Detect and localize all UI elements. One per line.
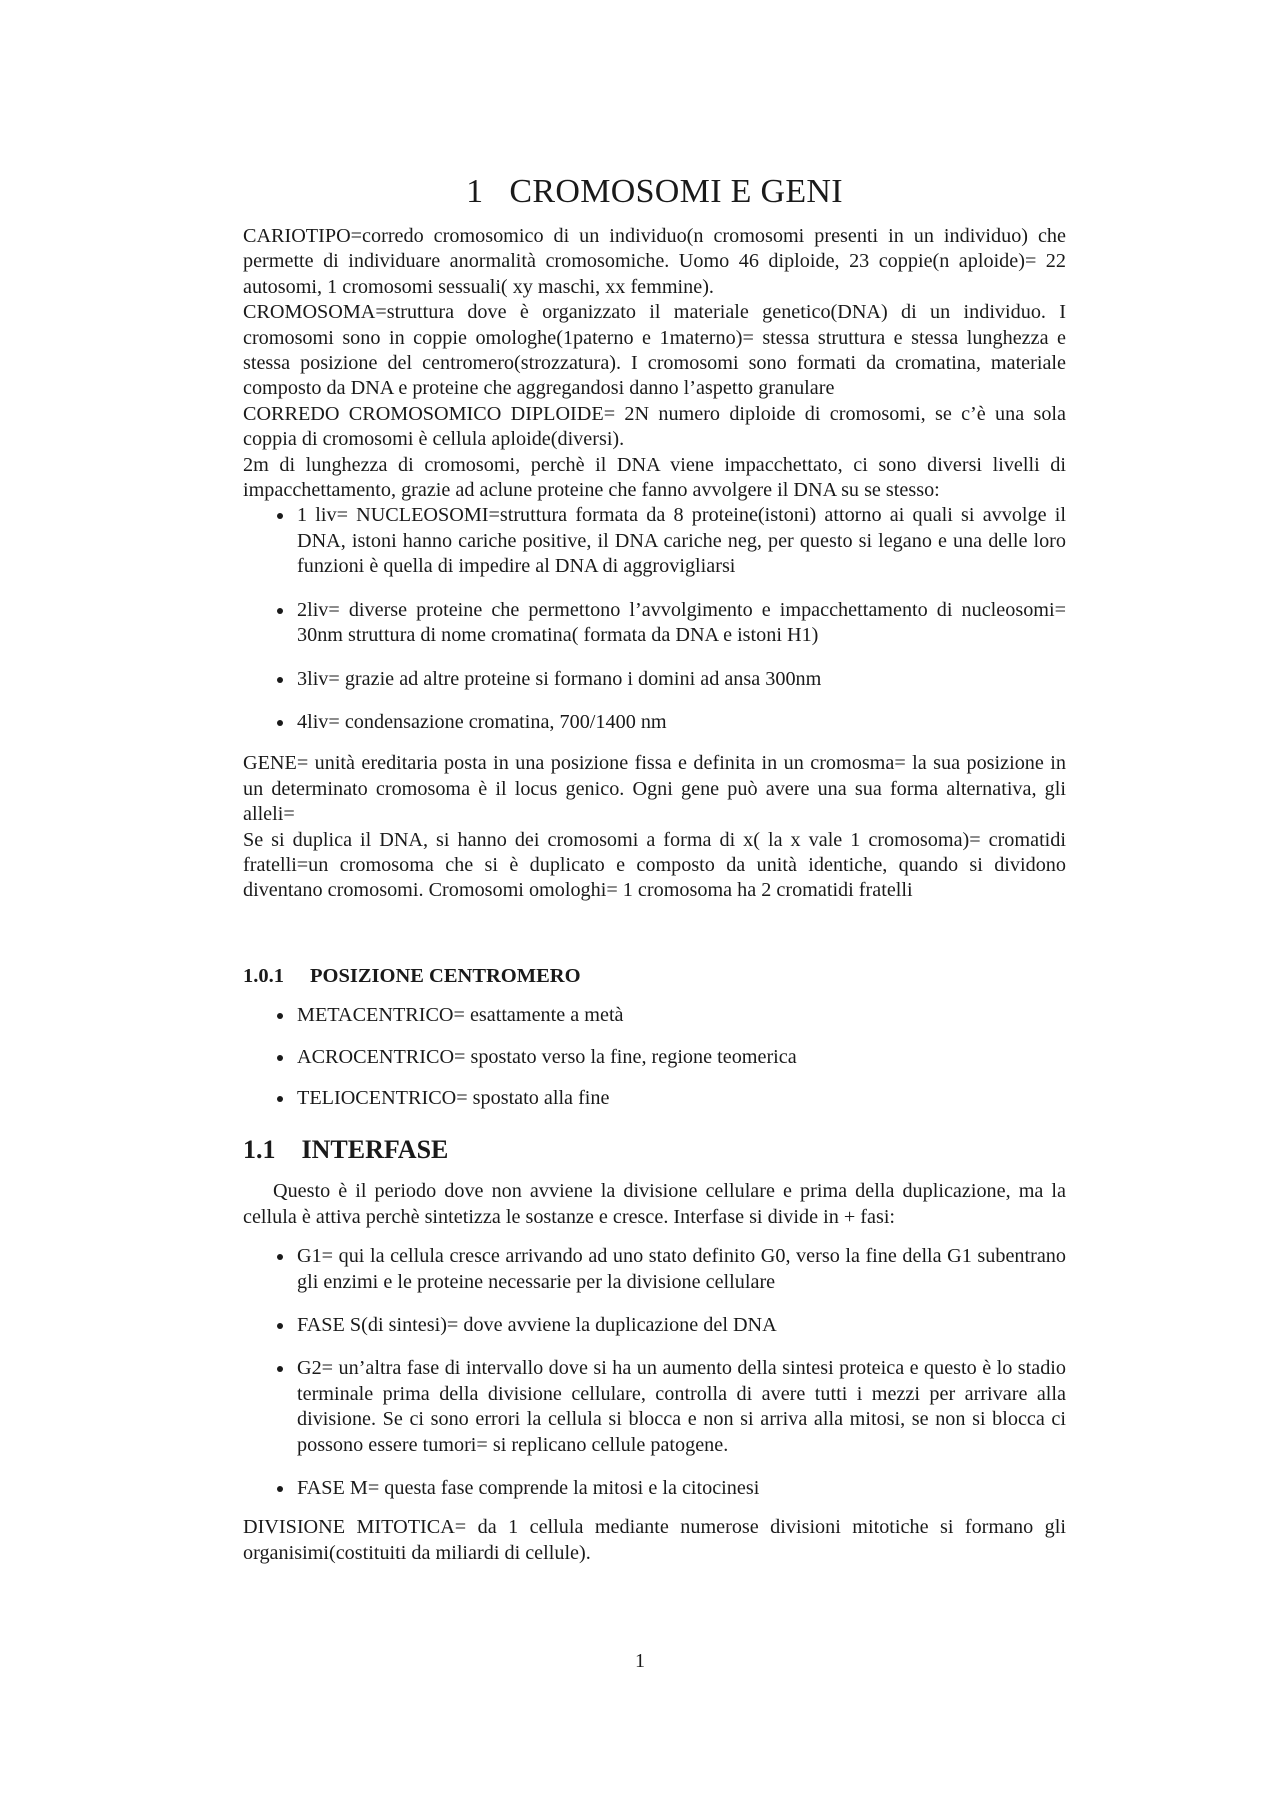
page-content	[243, 172, 1066, 1566]
paragraph-cromosoma: CROMOSOMA=struttura dove è organizzato il materiale genetico(DNA) di un individuo. I cromosomi sono in coppie omologhe(1paterno e 1materno)= stessa struttura e stessa lunghezza e stessa posizione del centromero(strozzatura). I cromosomi sono formati da cromatina, materiale composto da DNA e proteine che aggregandosi danno l’aspetto granulare	[243, 301, 1066, 400]
spacer	[243, 1501, 1066, 1515]
bullet-icon	[277, 513, 283, 519]
subsection-title: INTERFASE	[301, 1135, 449, 1165]
paragraph-impacchettamento: 2m di lunghezza di cromosomi, perchè il DNA viene impacchettato, ci sono diversi livelli di impacchettamento, grazie ad aclune proteine che fanno avvolgere il DNA su se stesso:	[243, 453, 1066, 502]
list-item-text: METACENTRICO= esattamente a metà	[297, 1004, 624, 1027]
list-item-text: ACROCENTRICO= spostato verso la fine, regione teomerica	[297, 1045, 797, 1068]
list-item	[273, 1313, 1066, 1338]
list-item	[273, 503, 1066, 579]
bullet-icon	[277, 720, 283, 726]
section-title: CROMOSOMI E GENI	[509, 173, 843, 210]
bullet-icon	[277, 1323, 283, 1329]
list-item	[273, 1476, 1066, 1501]
paragraph-interfase-intro: Questo è il periodo dove non avviene la divisione cellulare e prima della duplicazione, ma la cellula è attiva perchè sintetizza le sostanze e cresce. Interfase si divide in + fasi:	[243, 1180, 1066, 1228]
list-item-text: 1 liv= NUCLEOSOMI=struttura formata da 8 proteine(istoni) attorno ai quali si avvolge il DNA, istoni hanno cariche positive, il DNA cariche neg, per questo si legano e una delle loro funzioni è quella di impedire al DNA di aggrovigliarsi	[297, 504, 1066, 578]
list-item-text: FASE S(di sintesi)= dove avviene la duplicazione del DNA	[297, 1314, 777, 1336]
bullet-icon	[277, 677, 283, 683]
list-item	[273, 1003, 1066, 1028]
phases-list	[243, 1244, 1066, 1501]
bullet-icon	[277, 1254, 283, 1260]
subsection-heading-interfase	[243, 1135, 1066, 1165]
paragraph-gene: GENE= unità ereditaria posta in una posizione fissa e definita in un cromosma= la sua posizione in un determinato cromosoma è il locus genico. Ogni gene può avere una sua forma alternativa, gli alleli=	[243, 752, 1066, 826]
paragraph-divisione-mitotica: DIVISIONE MITOTICA= da 1 cellula mediante numerose divisioni mitotiche si formano gli organisimi(costituiti da miliardi di cellule).	[243, 1516, 1066, 1564]
levels-list	[243, 503, 1066, 735]
subsubsection-title: POSIZIONE CENTROMERO	[310, 964, 581, 987]
list-item	[273, 1356, 1066, 1458]
section-heading	[243, 172, 1066, 212]
list-item	[273, 710, 1066, 735]
list-item-text: 2liv= diverse proteine che permettono l’avvolgimento e impacchettamento di nucleosomi= 30nm struttura di nome cromatina( formata da DNA e istoni H1)	[297, 598, 1066, 647]
section-number: 1	[466, 173, 484, 210]
bullet-icon	[277, 1055, 283, 1061]
list-item-text: G2= un’altra fase di intervallo dove si ha un aumento della sintesi proteica e questo è lo stadio terminale prima della divisione cellulare, controlla di avere tutti i mezzi per arrivare alla divisione. Se ci sono errori la cellula si blocca e non si arriva alla mitosi, se non si blocca ci possono essere tumori= si replicano cellule patogene.	[297, 1357, 1066, 1456]
list-item-text: G1= qui la cellula cresce arrivando ad uno stato definito G0, verso la fine della G1 subentrano gli enzimi e le proteine necessarie per la divisione cellulare	[297, 1245, 1066, 1293]
paragraph-cromatidi: Se si duplica il DNA, si hanno dei cromosomi a forma di x( la x vale 1 cromosoma)= cromatidi fratelli=un cromosoma che si è duplicato e composto da unità identiche, quando si dividono diventano cromosomi. Cromosomi omologhi= 1 cromosoma ha 2 cromatidi fratelli	[243, 828, 1066, 902]
spacer	[243, 735, 1066, 751]
spacer	[243, 1230, 1066, 1244]
bullet-icon	[277, 1366, 283, 1372]
list-item	[273, 1045, 1066, 1070]
subsection-number: 1.1	[243, 1135, 276, 1165]
bullet-icon	[277, 608, 283, 614]
bullet-icon	[277, 1013, 283, 1019]
bullet-icon	[277, 1096, 283, 1102]
list-item	[273, 598, 1066, 649]
paragraph-cariotipo: CARIOTIPO=corredo cromosomico di un individuo(n cromosomi presenti in un individuo) che permette di individuare anormalità cromosomiche. Uomo 46 diploide, 23 coppie(n aploide)= 22 autosomi, 1 cromosomi sessuali( xy maschi, xx femmine).	[243, 225, 1066, 298]
list-item	[273, 667, 1066, 692]
list-item-text: TELIOCENTRICO= spostato alla fine	[297, 1086, 610, 1109]
bullet-icon	[277, 1486, 283, 1492]
page-number: 1	[635, 1650, 645, 1672]
list-item	[273, 1244, 1066, 1295]
subsubsection-heading-centromero	[243, 964, 1066, 989]
list-item	[273, 1086, 1066, 1111]
list-item-text: 3liv= grazie ad altre proteine si formano i domini ad ansa 300nm	[297, 667, 822, 690]
subsubsection-number: 1.0.1	[243, 964, 284, 987]
centromero-list	[243, 1003, 1066, 1111]
paragraph-corredo-diploide: CORREDO CROMOSOMICO DIPLOIDE= 2N numero diploide di cromosomi, se c’è una sola coppia di cromosomi è cellula aploide(diversi).	[243, 402, 1066, 451]
list-item-text: FASE M= questa fase comprende la mitosi e la citocinesi	[297, 1477, 760, 1500]
list-item-text: 4liv= condensazione cromatina, 700/1400 nm	[297, 710, 667, 733]
